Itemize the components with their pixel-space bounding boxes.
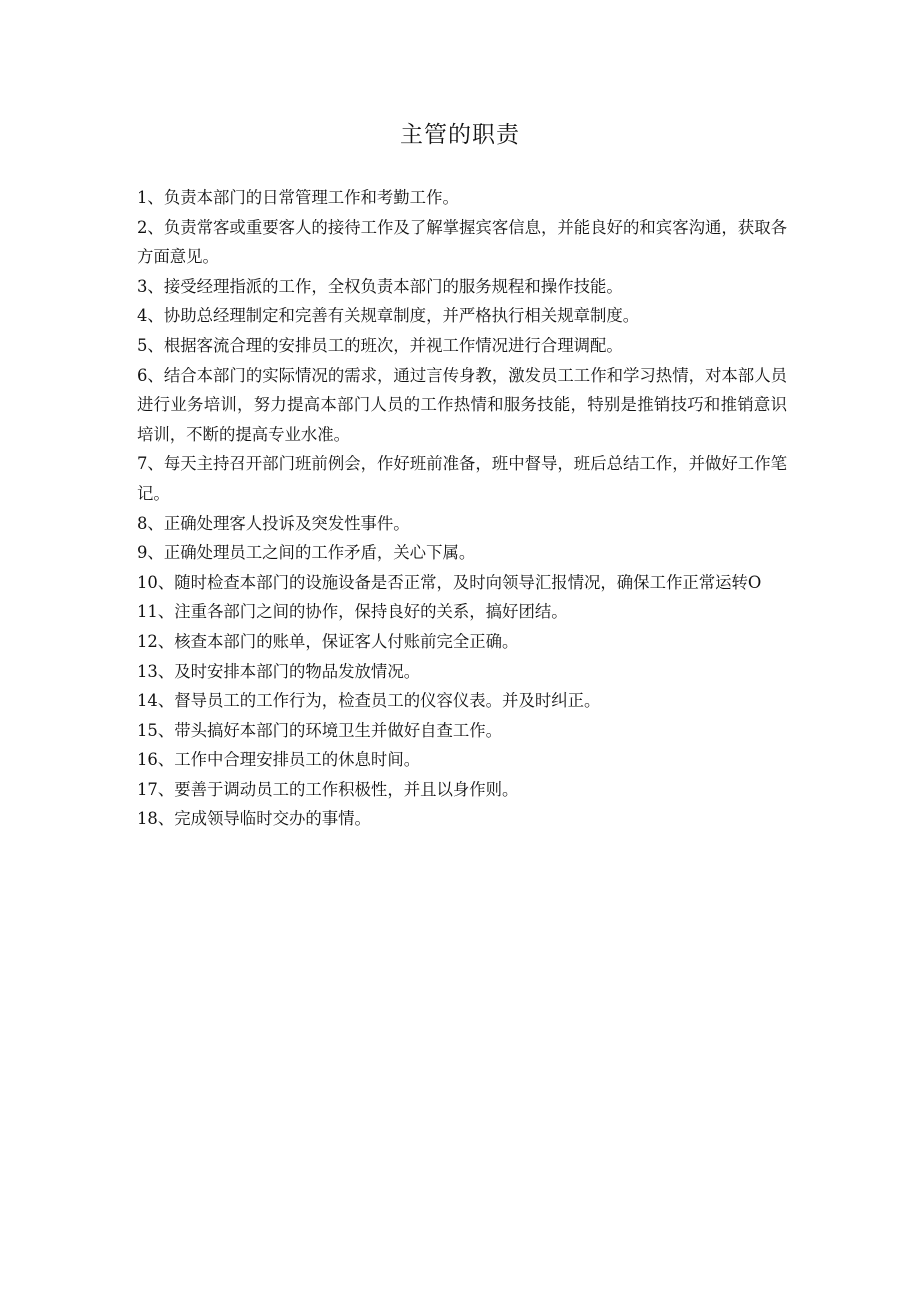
- duty-item-7: 7、每天主持召开部门班前例会，作好班前准备，班中督导，班后总结工作，并做好工作笔记。: [137, 454, 787, 503]
- duty-item-2: 2、负责常客或重要客人的接待工作及了解掌握宾客信息，并能良好的和宾客沟通，获取各方面意见。: [137, 217, 787, 267]
- duty-item-12: 12、核查本部门的账单，保证客人付账前完全正确。: [137, 631, 519, 651]
- duty-item-1: 1、负责本部门的日常管理工作和考勤工作。: [137, 188, 459, 207]
- duty-item-17: 17、要善于调动员工的工作积极性，并且以身作则。: [137, 779, 519, 799]
- duty-item-14: 14、督导员工的工作行为，检查员工的仪容仪表。并及时纠正。: [137, 691, 601, 711]
- duty-item-18: 18、完成领导临时交办的事情。: [137, 809, 371, 829]
- duty-item-6: 6、结合本部门的实际情况的需求，通过言传身教，激发员工工作和学习热情，对本部人员进行业务培训，努力提高本部门人员的工作热情和服务技能，特别是推销技巧和推销意识培训，不断的提高专业水准。: [137, 365, 787, 444]
- duty-item-13: 13、及时安排本部门的物品发放情况。: [137, 661, 421, 681]
- duty-item-3: 3、接受经理指派的工作，全权负责本部门的服务规程和操作技能。: [137, 276, 623, 296]
- duty-item-9: 9、正确处理员工之间的工作矛盾，关心下属。: [137, 543, 476, 563]
- duty-item-10: 10、随时检查本部门的设施设备是否正常，及时向领导汇报情况，确保工作正常运转O: [137, 572, 762, 592]
- page-title: 主管的职责: [400, 122, 520, 148]
- duty-item-11: 11、注重各部门之间的协作，保持良好的关系，搞好团结。: [137, 602, 568, 622]
- duty-item-4: 4、协助总经理制定和完善有关规章制度，并严格执行相关规章制度。: [137, 306, 640, 326]
- duty-item-16: 16、工作中合理安排员工的休息时间。: [137, 750, 421, 770]
- duty-item-5: 5、根据客流合理的安排员工的班次，并视工作情况进行合理调配。: [137, 335, 623, 355]
- duty-item-8: 8、正确处理客人投诉及突发性事件。: [137, 513, 410, 533]
- duty-list: [137, 183, 787, 834]
- duty-item-15: 15、带头搞好本部门的环境卫生并做好自查工作。: [137, 720, 503, 740]
